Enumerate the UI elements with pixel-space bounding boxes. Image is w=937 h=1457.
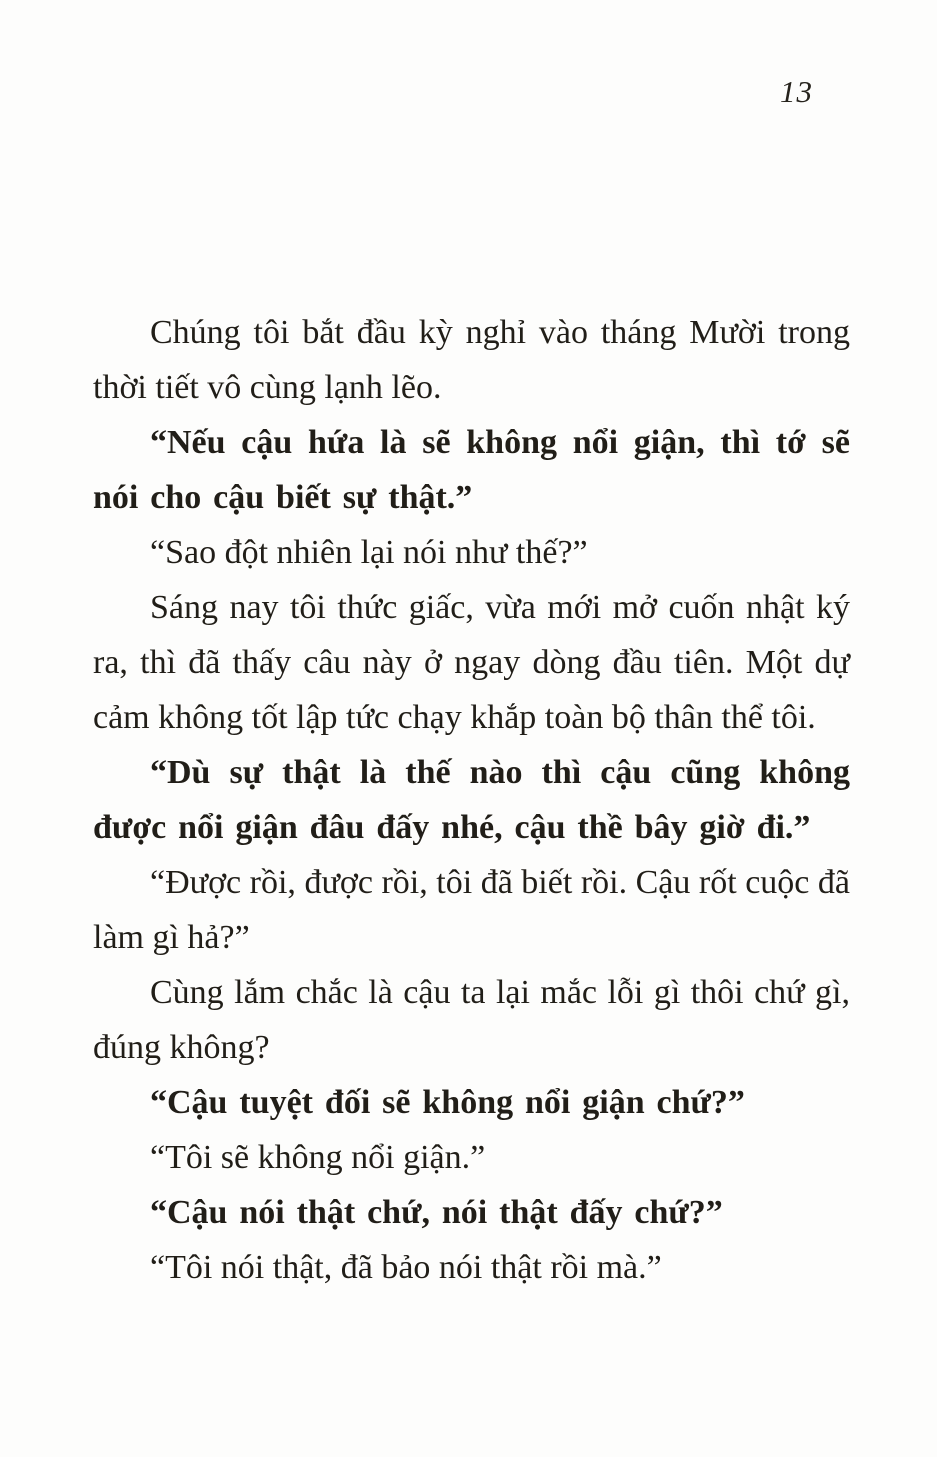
- paragraph: Sáng nay tôi thức giấc, vừa mới mở cuốn nhật ký ra, thì đã thấy câu này ở ngay dòng đầu tiên. Một dự cảm không tốt lập tức chạy khắp toàn bộ thân thể tôi.: [93, 589, 850, 736]
- paragraph-bold: “Nếu cậu hứa là sẽ không nổi giận, thì tớ sẽ nói cho cậu biết sự thật.”: [93, 424, 850, 516]
- paragraph: Chúng tôi bắt đầu kỳ nghỉ vào tháng Mười trong thời tiết vô cùng lạnh lẽo.: [93, 314, 850, 406]
- paragraph: “Tôi nói thật, đã bảo nói thật rồi mà.”: [150, 1249, 662, 1286]
- paragraph-bold: “Cậu tuyệt đối sẽ không nổi giận chứ?”: [150, 1084, 745, 1121]
- paragraph: “Được rồi, được rồi, tôi đã biết rồi. Cậu rốt cuộc đã làm gì hả?”: [93, 864, 850, 956]
- paragraph: “Tôi sẽ không nổi giận.”: [150, 1139, 486, 1176]
- page-number: 13: [780, 74, 813, 109]
- paragraph: Cùng lắm chắc là cậu ta lại mắc lỗi gì thôi chứ gì, đúng không?: [93, 974, 850, 1066]
- paragraph-bold: “Dù sự thật là thế nào thì cậu cũng không được nổi giận đâu đấy nhé, cậu thề bây giờ đi.”: [93, 754, 850, 846]
- page-content: [93, 305, 850, 1295]
- paragraph-bold: “Cậu nói thật chứ, nói thật đấy chứ?”: [150, 1194, 723, 1231]
- paragraph: “Sao đột nhiên lại nói như thế?”: [150, 534, 588, 571]
